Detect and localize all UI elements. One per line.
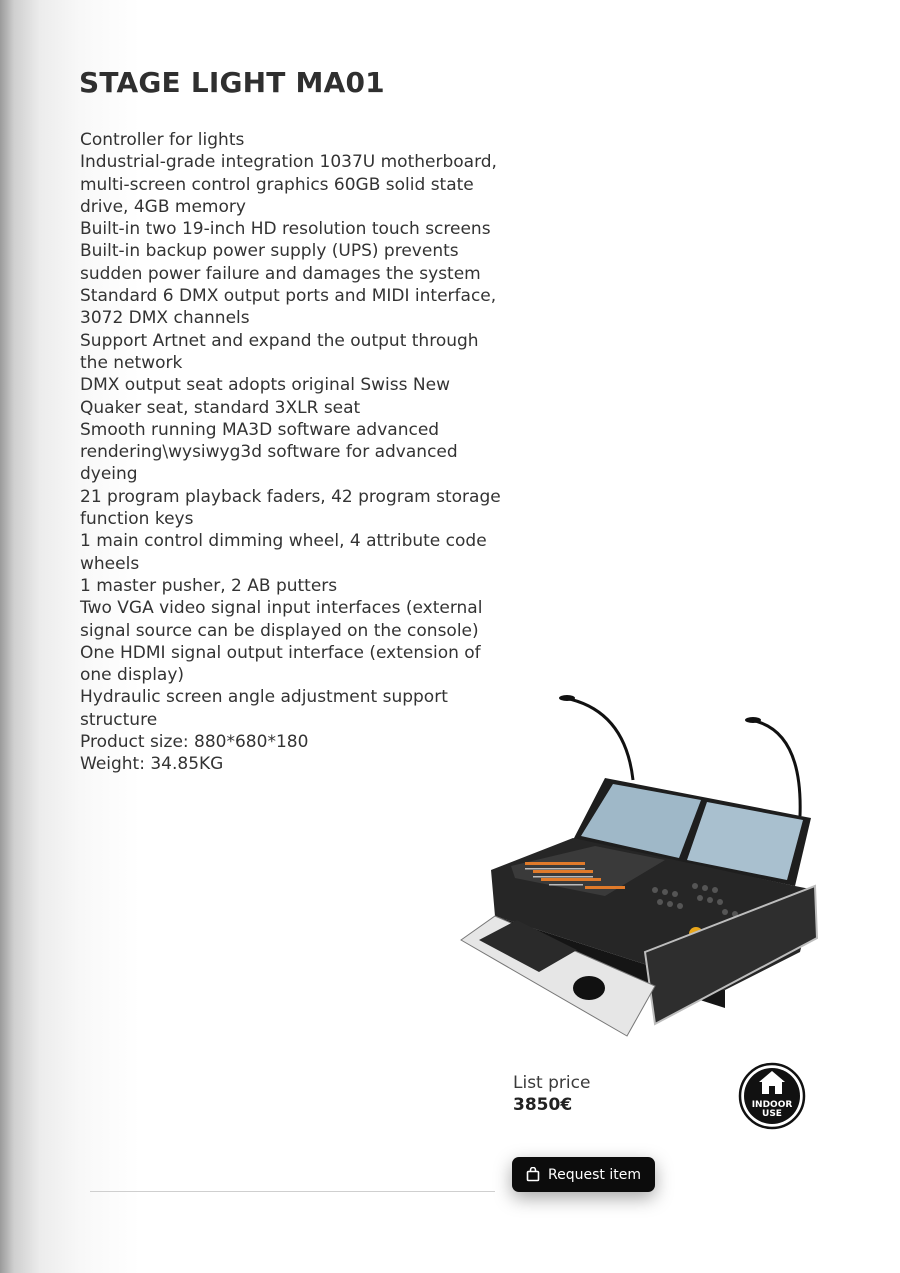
description-line: 1 main control dimming wheel, 4 attribute code wheels [80, 531, 487, 574]
divider [90, 1191, 495, 1192]
description-line: Smooth running MA3D software advanced rendering\wysiwyg3d software for advanced dyeing [80, 419, 458, 485]
description-line: Product size: 880*680*180 [80, 732, 309, 753]
price-label: List price [513, 1073, 591, 1093]
description-line: Controller for lights [80, 130, 245, 150]
description-line: Built-in two 19-inch HD resolution touch screens [80, 219, 491, 240]
shopping-bag-icon [526, 1167, 540, 1182]
product-image [455, 690, 825, 1040]
product-title: STAGE LIGHT MA01 [79, 66, 385, 99]
description-line: Support Artnet and expand the output through the network [80, 330, 479, 373]
request-item-button[interactable] [512, 1157, 655, 1192]
description-line: Industrial-grade integration 1037U motherboard, multi-screen control graphics 60GB solid state drive, 4GB memory [80, 152, 497, 217]
description-line: One HDMI signal output interface (extension of one display) [80, 642, 481, 686]
badge-line-1: INDOOR [751, 1100, 793, 1110]
badge-line-2: USE [762, 1109, 782, 1119]
description-line: DMX output seat adopts original Swiss New Quaker seat, standard 3XLR seat [80, 375, 450, 418]
description-line: Standard 6 DMX output ports and MIDI interface, 3072 DMX channels [80, 286, 497, 329]
description-line: 21 program playback faders, 42 program storage function keys [80, 486, 501, 530]
description-line: Built-in backup power supply (UPS) prevents sudden power failure and damages the system [80, 241, 481, 284]
lighting-console-image [455, 690, 825, 1040]
indoor-use-badge [738, 1062, 806, 1130]
description-line: Two VGA video signal input interfaces (external signal source can be displayed on the console) [80, 598, 483, 641]
description-line: 1 master pusher, 2 AB putters [80, 575, 338, 596]
request-item-label: Request item [548, 1166, 641, 1183]
description-line: Weight: 34.85KG [80, 754, 224, 775]
product-description [80, 129, 505, 776]
price-value: 3850€ [513, 1095, 573, 1115]
description-line: Hydraulic screen angle adjustment support structure [80, 687, 448, 730]
